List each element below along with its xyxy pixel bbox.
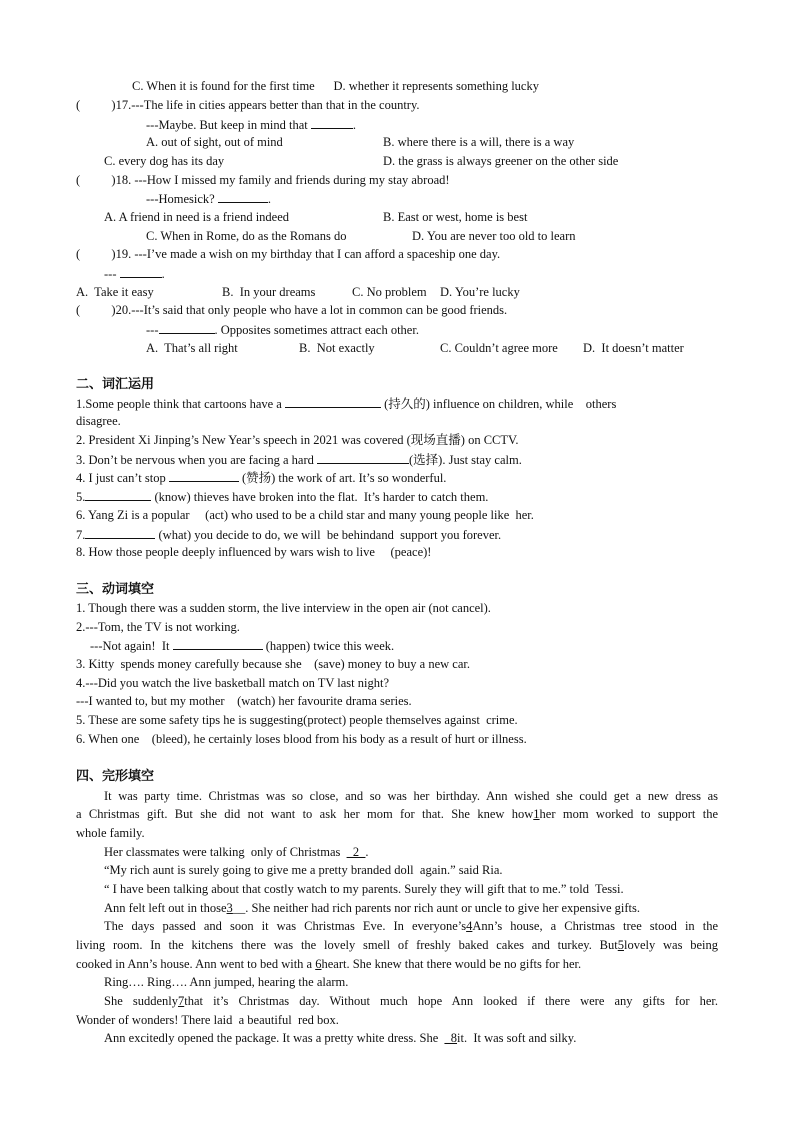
q18-option-b: B. East or west, home is best: [383, 210, 528, 224]
cloze-p6-line2: living room. In the kitchens there was the lovely smell of freshly baked cakes and turkey. But5lovely was being: [76, 938, 718, 952]
section-title-cloze: 四、完形填空: [76, 769, 155, 784]
q18-option-c: C. When in Rome, do as the Romans do: [146, 229, 347, 243]
answer-blank[interactable]: [285, 396, 381, 408]
answer-paren[interactable]: ( ): [76, 173, 116, 187]
cloze-p8-line1: She suddenly7that it’s Christmas day. Without much hope Ann looked if there were any gifts for her.: [104, 994, 718, 1008]
answer-paren[interactable]: ( ): [76, 247, 116, 261]
q16-option-c-d: C. When it is found for the first time D. whether it represents something lucky: [132, 79, 539, 93]
verb-item-2-reply: ---Not again! It (happen) twice this week.: [90, 639, 395, 653]
cloze-p1-line1: It was party time. Christmas was so close, and so was her birthday. Ann wished she could get a new dress as: [104, 789, 718, 803]
answer-blank[interactable]: [85, 489, 151, 501]
cloze-p4: “ I have been talking about that costly watch to my parents. Surely they will gift that to me.” told Tessi.: [104, 882, 624, 896]
cloze-blank-5[interactable]: 5: [617, 938, 624, 952]
answer-blank[interactable]: [169, 470, 239, 482]
verb-item-6: 6. When one (bleed), he certainly loses blood from his body as a result of hurt or illness.: [76, 732, 527, 746]
q20-option-c: C. Couldn’t agree more: [440, 341, 558, 355]
cloze-p8-line2: Wonder of wonders! There laid a beautiful red box.: [76, 1013, 339, 1027]
q17-reply: ---Maybe. But keep in mind that .: [146, 118, 357, 132]
cloze-blank-3[interactable]: 3: [226, 901, 233, 915]
q20-option-d: D. It doesn’t matter: [583, 341, 684, 355]
cloze-p2: Her classmates were talking only of Christmas _2_.: [104, 845, 369, 859]
vocab-item-1: 1.Some people think that cartoons have a (持久的) influence on children, while others: [76, 397, 617, 411]
verb-item-5: 5. These are some safety tips he is suggesting(protect) people themselves against crime.: [76, 713, 518, 727]
cloze-blank-6[interactable]: 6: [315, 957, 322, 971]
q17-option-c: C. every dog has its day: [104, 154, 225, 168]
cloze-p9: Ann excitedly opened the package. It was a pretty white dress. She _8it. It was soft and silky.: [104, 1031, 577, 1045]
vocab-item-4: 4. I just can’t stop (赞扬) the work of art. It’s so wonderful.: [76, 471, 447, 485]
q17-option-d: D. the grass is always greener on the other side: [383, 154, 619, 168]
verb-item-4-reply: ---I wanted to, but my mother (watch) her favourite drama series.: [76, 694, 412, 708]
answer-blank[interactable]: [317, 452, 409, 464]
vocab-item-8: 8. How those people deeply influenced by wars wish to live (peace)!: [76, 545, 432, 559]
answer-paren[interactable]: ( ): [76, 303, 116, 317]
vocab-item-6: 6. Yang Zi is a popular (act) who used to be a child star and many young people like her.: [76, 508, 534, 522]
section-title-vocabulary: 二、词汇运用: [76, 377, 155, 392]
cloze-p7: Ring…. Ring…. Ann jumped, hearing the alarm.: [104, 975, 349, 989]
answer-blank[interactable]: [85, 527, 155, 539]
cloze-p1-line3: whole family.: [76, 826, 145, 840]
answer-paren[interactable]: ( ): [76, 98, 116, 112]
cloze-blank-4[interactable]: 4: [466, 919, 473, 933]
vocab-item-5: 5. (know) thieves have broken into the flat. It’s harder to catch them.: [76, 490, 489, 504]
q20-option-b: B. Not exactly: [299, 341, 375, 355]
q17-option-b: B. where there is a will, there is a way: [383, 135, 575, 149]
q19-option-d: D. You’re lucky: [440, 285, 520, 299]
cloze-p6-line3: cooked in Ann’s house. Ann went to bed with a 6heart. She knew that there would be no gifts for her.: [76, 957, 582, 971]
answer-blank[interactable]: [120, 266, 162, 278]
verb-item-3: 3. Kitty spends money carefully because she (save) money to buy a new car.: [76, 657, 470, 671]
cloze-blank-1[interactable]: 1: [533, 807, 540, 821]
verb-item-2: 2.---Tom, the TV is not working.: [76, 620, 240, 634]
q17-option-a: A. out of sight, out of mind: [146, 135, 283, 149]
q18-stem: ( )18. ---How I missed my family and friends during my stay abroad!: [76, 173, 450, 187]
cloze-p1-line2: a Christmas gift. But she did not want to ask her mom for that. She knew how1her mom worked to support the: [76, 807, 718, 821]
cloze-p3: “My rich aunt is surely going to give me a pretty branded doll again.” said Ria.: [104, 863, 503, 877]
vocab-item-3: 3. Don’t be nervous when you are facing a hard (选择). Just stay calm.: [76, 453, 522, 467]
cloze-p6-line1: The days passed and soon it was Christmas Eve. In everyone’s4Ann’s house, a Christmas tree stood in the: [104, 919, 718, 933]
section-title-verbs: 三、动词填空: [76, 582, 155, 597]
q20-option-a: A. That’s all right: [146, 341, 238, 355]
q19-option-a: A. Take it easy: [76, 285, 154, 299]
q18-reply: ---Homesick? .: [146, 192, 271, 206]
answer-blank[interactable]: [311, 117, 353, 129]
cloze-blank-7[interactable]: 7: [177, 994, 185, 1008]
q19-option-c: C. No problem: [352, 285, 427, 299]
cloze-blank-8[interactable]: _8: [444, 1031, 458, 1045]
answer-blank[interactable]: [218, 191, 268, 203]
verb-item-1: 1. Though there was a sudden storm, the live interview in the open air (not cancel).: [76, 601, 491, 615]
q18-option-a: A. A friend in need is a friend indeed: [104, 210, 290, 224]
cloze-p5: Ann felt left out in those3__. She neither had rich parents nor rich aunt or uncle to give her expensive gifts.: [104, 901, 640, 915]
q19-option-b: B. In your dreams: [222, 285, 316, 299]
q19-stem: ( )19. ---I’ve made a wish on my birthday that I can afford a spaceship one day.: [76, 247, 501, 261]
verb-item-4: 4.---Did you watch the live basketball match on TV last night?: [76, 676, 390, 690]
answer-blank[interactable]: [173, 638, 263, 650]
q18-option-d: D. You are never too old to learn: [412, 229, 576, 243]
vocab-item-2: 2. President Xi Jinping’s New Year’s speech in 2021 was covered (现场直播) on CCTV.: [76, 433, 519, 447]
cloze-blank-2[interactable]: _2_: [346, 845, 366, 859]
q19-reply: --- .: [104, 267, 165, 281]
answer-blank[interactable]: [159, 322, 215, 334]
vocab-item-7: 7. (what) you decide to do, we will be behindand support you forever.: [76, 528, 502, 542]
q17-stem: ( )17.---The life in cities appears better than that in the country.: [76, 98, 420, 112]
q20-reply: --- . Opposites sometimes attract each other.: [146, 323, 419, 337]
q20-stem: ( )20.---It’s said that only people who have a lot in common can be good friends.: [76, 303, 508, 317]
vocab-item-1-cont: disagree.: [76, 414, 121, 428]
